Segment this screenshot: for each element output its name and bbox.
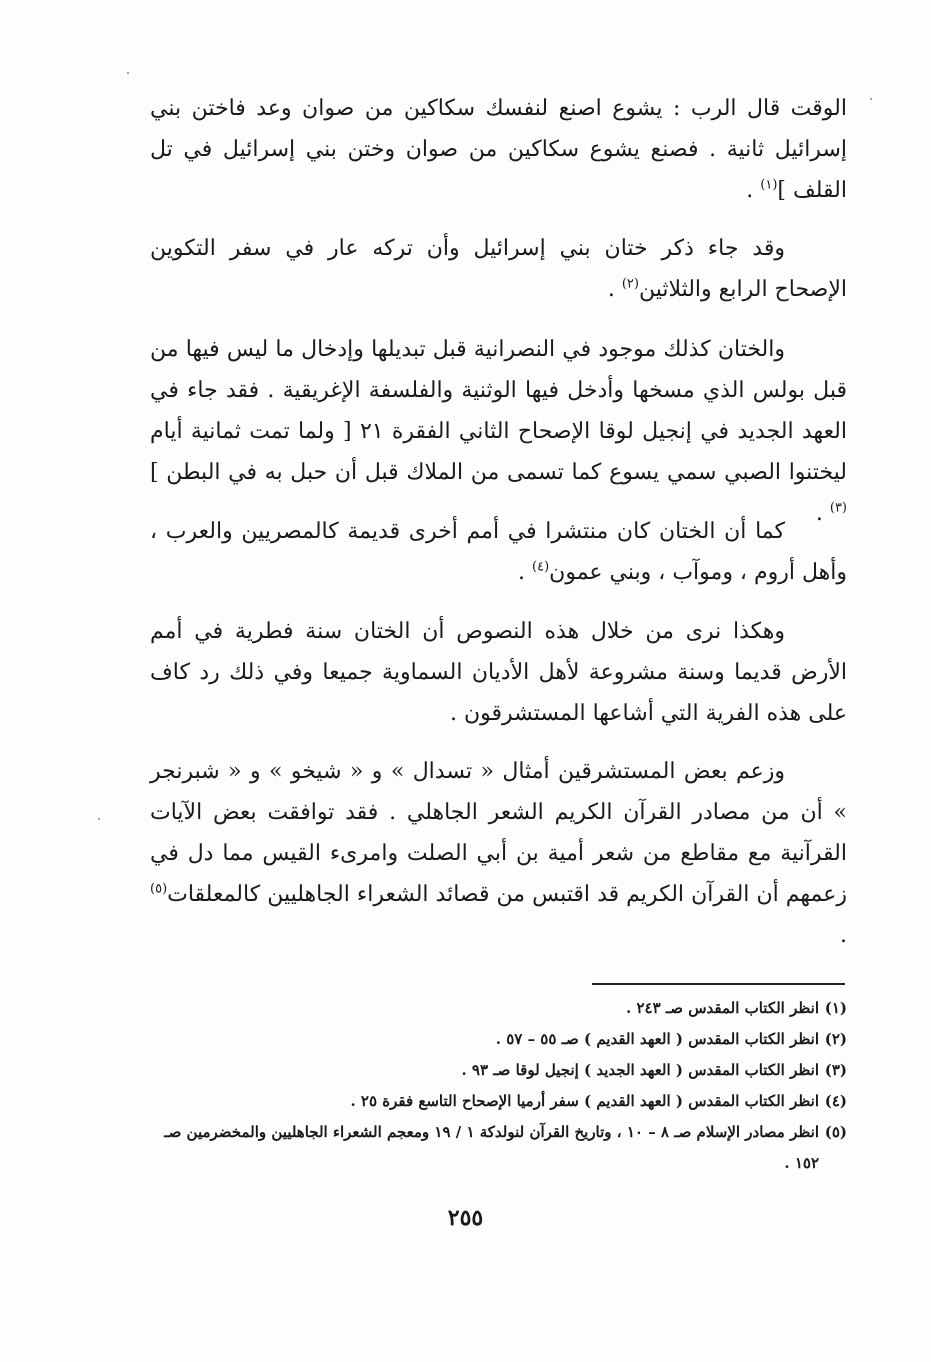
- paragraph-tail: .: [607, 277, 622, 302]
- paragraph-text: والختان كذلك موجود في النصرانية قبل تبديلها وإدخال ما ليس فيها من قبل بولس الذي مسخها وأدخل فيها الوثنية والفلسفة الإغريقية . فقد جاء في العهد الجديد في إنجيل لوقا الإصحاح الثاني الفقرة ٢١ [ ولما تمت ثمانية أيام ليختنوا الصبي سمي يسوع كما تسمى من الملاك قبل أن حبل به في البطن ]: [150, 337, 847, 485]
- footnote-text: انظر الكتاب المقدس ( العهد القديم ) سفر أرميا الإصحاح التاسع فقرة ٢٥ .: [350, 1092, 819, 1110]
- body-paragraph-4: [150, 511, 847, 593]
- body-paragraph-5: [150, 611, 847, 734]
- footnote-text: انظر الكتاب المقدس ( العهد القديم ) صـ ٥٥ – ٥٧ .: [495, 1030, 819, 1048]
- paragraph-text: وهكذا نرى من خلال هذه النصوص أن الختان سنة فطرية في أمم الأرض قديما وسنة مشروعة لأهل الأديان السماوية جميعا وفي ذلك رد كاف على هذه الفرية التي أشاعها المستشرقون .: [150, 619, 847, 726]
- footnote-number: (٢): [824, 1030, 847, 1048]
- footnote-number: (٣): [824, 1061, 847, 1079]
- paragraph-text: وزعم بعض المستشرقين أمثال « تسدال » و « شيخو » و « شبرنجر » أن من مصادر القرآن الكريم الشعر الجاهلي . فقد توافقت بعض الآيات القرآنية مع مقاطع من شعر أمية بن أبي الصلت وامرىء القيس مما دل في زعمهم أن القرآن الكريم قد اقتبس من قصائد الشعراء الجاهليين كالمعلقات: [150, 759, 847, 907]
- footnote: [150, 1055, 847, 1086]
- paragraph-tail: .: [840, 923, 847, 948]
- footnote: [150, 1086, 847, 1117]
- footnote-reference: (١): [760, 177, 778, 193]
- body-paragraph-1: [150, 88, 847, 211]
- footnote: [150, 1117, 847, 1179]
- footnote: [150, 993, 847, 1024]
- footnote-text: انظر الكتاب المقدس ( العهد الجديد ) إنجيل لوقا صـ ٩٣ .: [461, 1061, 819, 1079]
- footnote-number: (١): [824, 999, 847, 1017]
- paragraph-text: الوقت قال الرب : يشوع اصنع لنفسك سكاكين من صوان وعد فاختن بني إسرائيل ثانية . فصنع يشوع سكاكين من صوان وختن بني إسرائيل في تل القلف ]: [150, 96, 847, 203]
- paragraph-tail: .: [746, 178, 761, 203]
- body-paragraph-6: [150, 751, 847, 956]
- scan-speck: [98, 818, 100, 820]
- paragraph-text: وقد جاء ذكر ختان بني إسرائيل وأن تركه عار في سفر التكوين الإصحاح الرابع والثلاثين: [150, 236, 847, 302]
- footnote-reference: (٢): [621, 276, 639, 292]
- paragraph-text: كما أن الختان كان منتشرا في أمم أخرى قديمة كالمصريين والعرب ، وأهل أروم ، وموآب ، وبني عمون: [150, 519, 847, 585]
- scan-speck: [870, 98, 872, 100]
- page-number: ٢٥٥: [447, 1205, 484, 1231]
- footnote-separator: [592, 983, 845, 985]
- body-paragraph-3: [150, 329, 847, 534]
- body-paragraph-2: [150, 228, 847, 310]
- footnote-reference: (٣): [829, 500, 847, 516]
- footnote-number: (٥): [824, 1123, 847, 1141]
- footnote-reference: (٤): [532, 559, 550, 575]
- footnote-text: انظر الكتاب المقدس صـ ٢٤٣ .: [626, 999, 819, 1017]
- paragraph-tail: .: [518, 560, 533, 585]
- footnote-reference: (٥): [150, 881, 168, 897]
- paragraph-tail: .: [815, 501, 830, 526]
- footnote: [150, 1024, 847, 1055]
- footnote-number: (٤): [824, 1092, 847, 1110]
- footnote-text: انظر مصادر الإسلام صـ ٨ – ١٠ ، وتاريخ القرآن لنولدكة ١ / ١٩ ومعجم الشعراء الجاهليين والمخضرمين صـ ١٥٢ .: [164, 1123, 819, 1172]
- footnotes-section: [150, 993, 847, 1179]
- scan-speck: [127, 72, 129, 74]
